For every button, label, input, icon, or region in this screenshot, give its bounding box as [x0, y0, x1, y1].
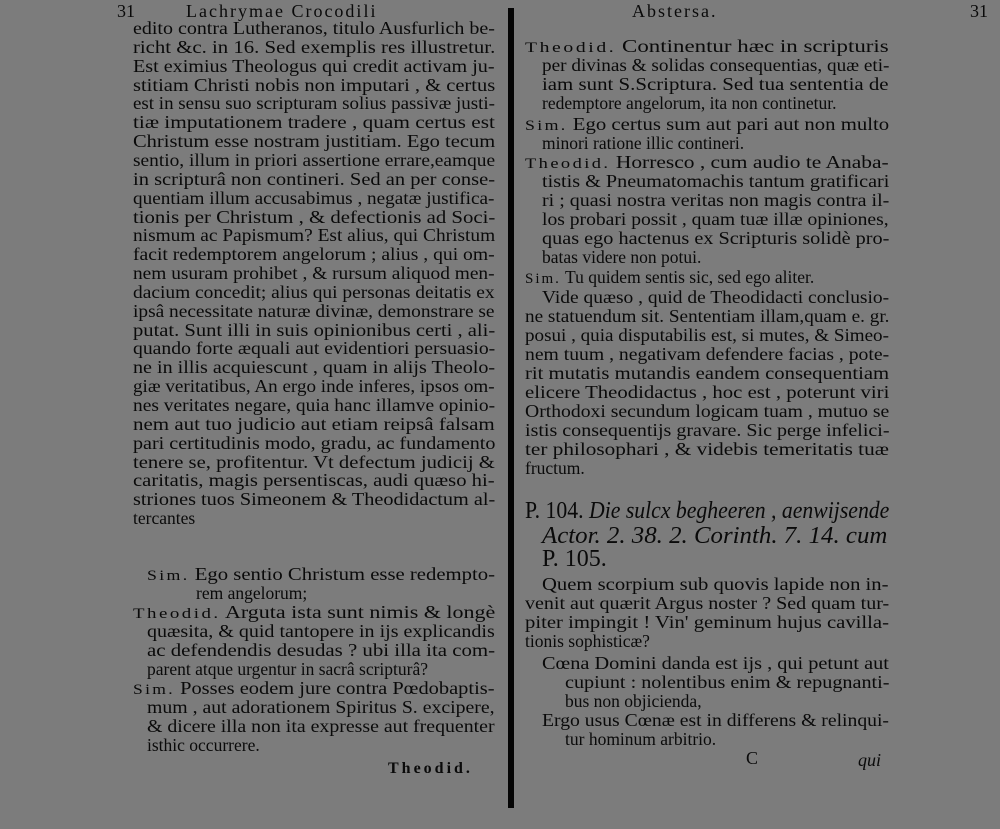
right-running-head: Abstersa.: [632, 1, 718, 21]
body-line: pari certitudinis modo, gradu, ac fundamento: [133, 432, 496, 453]
body-line: nes veritates negare, quia hanc illamve opinio-: [133, 395, 496, 415]
dialogue-line: batas videre non potui.: [542, 247, 702, 267]
speaker-label: Theodid.: [133, 606, 221, 622]
body-line: quentiam illum accusabimus , negatæ justifica-: [133, 187, 495, 208]
dialogue-line: Sim. Tu quidem sentis sic, sed ego aliter.: [525, 267, 815, 287]
body-line: Orthodoxi secundum logicam tuam , mutuo se: [525, 401, 890, 421]
body-line: nem aut tuo judicio aut etiam reipsâ falsam: [133, 413, 495, 434]
body-line: edito contra Lutheranos, titulo Ausfurlich be-: [133, 18, 495, 38]
body-line: nismum ac Papismum? Est alius, qui Christum: [133, 225, 496, 246]
body-line: giæ veritatibus, An ergo inde inferes, ipsos om-: [133, 376, 495, 397]
dialogue-line: per divinas & solidas consequentias, quæ eti-: [542, 55, 890, 75]
dialogue-line: Theodid. Arguta ista sunt nimis & longè: [133, 602, 496, 622]
body-line: Est eximius Theologus qui credit activam ju-: [133, 55, 495, 76]
left-running-head: Lachrymae Crocodili: [186, 1, 378, 21]
body-line: richt &c. in 16. Sed exemplis res illustretur.: [133, 36, 496, 57]
dialogue-line: tistis & Pneumatomachis tantum gratificari: [542, 171, 890, 191]
speaker-label: Sim.: [133, 682, 175, 698]
dialogue-line: isthic occurrere.: [147, 734, 260, 755]
body-line: nem usuram prohibet , & rursum aliquod men-: [133, 263, 495, 284]
body-line: ipsâ necessitate naturæ divinæ, demonstrare se: [133, 300, 495, 321]
body-line: ter philosophari , & videbis temeritatis tuæ: [525, 439, 889, 459]
body-line: est in sensu suo scripturam solius passivæ justi-: [133, 93, 495, 114]
dialogue-line: ri ; quasi nostra veritas non magis contra il-: [542, 190, 890, 210]
body-line: facit redemptorem angelorum ; alius , qui om-: [133, 244, 495, 265]
syllogism-line: bus non objicienda,: [565, 691, 702, 711]
syllogism-line: tur hominum arbitrio.: [565, 729, 717, 749]
body-line: rit mutatis mutandis eandem consequentiam: [525, 363, 890, 383]
body-line: stitiam Christi nobis non imputari , & certus: [133, 74, 496, 95]
speaker-label: Sim.: [525, 118, 568, 134]
body-line: tionis sophisticæ?: [525, 631, 650, 651]
body-line: tercantes: [133, 508, 196, 529]
dialogue-line: Theodid. Horresco , cum audio te Anaba-: [525, 152, 889, 172]
body-line: fructum.: [525, 458, 585, 478]
body-line: venit aut quærit Argus noster ? Sed quam tur-: [525, 593, 890, 613]
dialogue-line: Theodid. Continentur hæc in scripturis: [525, 36, 889, 56]
body-line: sentio, illum in priori assertione errare,eamque: [133, 149, 496, 170]
body-line: posui , quia disputabilis est, si mutes, & Simeo-: [525, 325, 889, 345]
dialogue-line: quas ego hactenus ex Scripturis solidè pro-: [542, 228, 890, 248]
left-page-number: 31: [117, 1, 135, 21]
body-line: in scripturâ non contineri. Sed an per conse-: [133, 168, 496, 189]
body-line: tionis per Christum , & defectionis ad Soci-: [133, 206, 496, 227]
right-page-number: 31: [970, 1, 988, 21]
dialogue-line: rem angelorum;: [196, 582, 308, 603]
right-catchword: qui: [858, 750, 882, 770]
dialogue-line: & dicere illa non ita expresse aut frequenter: [147, 715, 495, 736]
right-page: [520, 0, 1000, 829]
dialogue-line: Sim. Posses eodem jure contra Pœdobaptis-: [133, 678, 495, 698]
body-line: istis consequentijs gravare. Sic perge infelici-: [525, 420, 890, 440]
body-line: Quem scorpium sub quovis lapide non in-: [542, 574, 889, 594]
body-line: tenere se, profitentur. Vt defectum judicij &: [133, 451, 495, 472]
body-line: caritatis, magis persentiscas, audi quæso hi-: [133, 470, 495, 491]
dialogue-line: Sim. Ego certus sum aut pari aut non multo: [525, 114, 890, 134]
body-line: nem tuum , negativam defendere facias , pote-: [525, 344, 890, 364]
body-line: putat. Sunt illi in suis opinionibus certi , ali-: [133, 319, 496, 340]
dialogue-line: mum , aut adorationem Spiritus S. excipere,: [147, 696, 495, 717]
dialogue-line: iam sunt S.Scriptura. Sed tua sententia de: [542, 74, 889, 94]
left-catchword: Theodid.: [388, 760, 473, 777]
speaker-label: Theodid.: [525, 40, 617, 56]
syllogism-line: Cœna Domini danda est ijs , qui petunt aut: [542, 653, 889, 673]
syllogism-line: cupiunt : nolentibus enim & repugnanti-: [565, 672, 890, 692]
body-line: ne in illis acquiescunt , quam in alijs Theolo-: [133, 357, 496, 378]
section-heading-line-3: P. 105.: [542, 546, 607, 572]
speaker-label: Sim.: [147, 568, 190, 584]
dialogue-line: quæsita, & quid tantopere in ijs explicandis: [147, 620, 495, 641]
body-line: Christum esse nostram justitiam. Ego tecum: [133, 131, 496, 152]
body-line: striones tuos Simeonem & Theodidactum al-: [133, 489, 496, 510]
dialogue-line: ac defendendis desudas ? ubi illa ita com-: [147, 639, 496, 660]
body-line: ne statuendum sit. Sententiam illam,quam e. gr.: [525, 306, 890, 326]
body-line: piter impingit ! Vin' geminum hujus cavilla-: [525, 612, 889, 632]
body-line: dacium concedit; alius qui personas deitatis ex: [133, 281, 495, 302]
body-line: tiæ imputationem tradere , quam certus est: [133, 112, 495, 133]
dialogue-line: los probari possit , quam tuæ illæ opiniones,: [542, 209, 889, 229]
dialogue-line: minori ratione illic contineri.: [542, 133, 745, 153]
body-line: quando forte æquali aut evidentiori persuasio-: [133, 338, 496, 359]
speaker-label: Sim.: [525, 271, 561, 287]
body-line: Vide quæso , quid de Theodidacti conclusio-: [542, 287, 890, 307]
body-line: elicere Theodidactus , hoc est , poterunt viri: [525, 382, 890, 402]
section-heading: P. 104. Die sulcx begheeren , aenwijsende: [525, 498, 890, 524]
section-heading-line-2: Actor. 2. 38. 2. Corinth. 7. 14. cum: [542, 523, 888, 549]
book-gutter: [508, 8, 514, 808]
signature-mark: C: [746, 748, 759, 768]
dialogue-line: redemptore angelorum, ita non continetur.: [542, 93, 837, 113]
syllogism-line: Ergo usus Cœnæ est in differens & relinqui-: [542, 710, 889, 730]
dialogue-line: Sim. Ego sentio Christum esse redempto-: [147, 564, 496, 584]
dialogue-line: parent atque urgentur in sacrâ scripturâ?: [147, 658, 429, 679]
speaker-label: Theodid.: [525, 156, 611, 172]
